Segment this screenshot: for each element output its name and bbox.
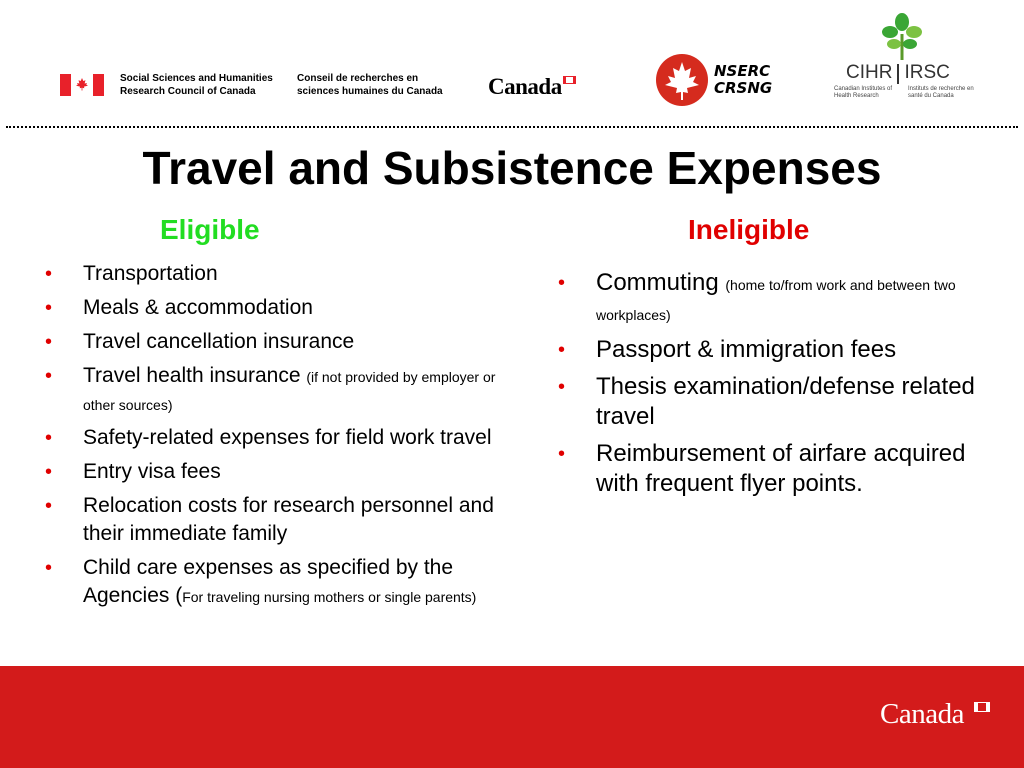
nserc-logo: [656, 54, 772, 106]
eligible-item-text: Transportation: [83, 262, 218, 285]
eligible-item-text: Travel health insurance: [83, 364, 307, 387]
footer-band: [0, 666, 1024, 768]
bullet-icon: •: [45, 297, 53, 319]
bullet-icon: •: [45, 461, 53, 483]
eligible-item: [45, 424, 515, 452]
ineligible-item: [558, 335, 978, 365]
ineligible-list: [558, 268, 978, 506]
bullet-icon: •: [45, 365, 53, 387]
bullet-icon: •: [558, 339, 566, 361]
eligible-item-text: Entry visa fees: [83, 460, 221, 483]
eligible-item-text: Child care expenses as specified by the Agencies (: [83, 556, 454, 607]
wordmark-flag-icon: [563, 76, 576, 84]
bullet-icon: •: [45, 495, 53, 517]
eligible-item-text: Safety-related expenses for field work travel: [83, 426, 492, 449]
canada-wordmark-header: [488, 74, 562, 100]
ineligible-item-text: Reimbursement of airfare acquired with frequent flyer points.: [596, 440, 966, 497]
eligible-item-text: Meals & accommodation: [83, 296, 313, 319]
bullet-icon: •: [558, 272, 566, 294]
canada-wordmark-text: Canada: [488, 74, 562, 99]
maple-leaf-icon: [656, 54, 708, 106]
ineligible-item-text: Thesis examination/defense related travel: [596, 373, 975, 430]
bullet-icon: •: [558, 443, 566, 465]
ineligible-item: [558, 439, 978, 499]
ineligible-item: [558, 372, 978, 432]
bullet-icon: •: [45, 331, 53, 353]
eligible-heading: Eligible: [160, 214, 260, 245]
eligible-item-text: Relocation costs for research personnel and their immediate family: [83, 494, 494, 545]
sshrc-en-line-2: Research Council of Canada: [120, 86, 256, 97]
sshrc-name-en: [120, 72, 285, 98]
footer-wordmark-text: Canada: [880, 698, 964, 730]
bullet-icon: •: [45, 557, 53, 579]
canada-wordmark-footer: [880, 698, 964, 731]
eligible-item: [45, 328, 515, 356]
eligible-item-note: (if not provided by employer or other sources): [83, 369, 496, 413]
eligible-item: [45, 554, 515, 610]
irsc-text: IRSC: [904, 62, 950, 83]
sshrc-fr-line-2: sciences humaines du Canada: [297, 86, 443, 97]
ineligible-item-text: Passport & immigration fees: [596, 336, 897, 363]
cihr-subtitle: Canadian Institutes of Health Research: [834, 86, 893, 99]
eligible-list: [45, 260, 515, 616]
eligible-item: [45, 492, 515, 548]
bullet-icon: •: [45, 427, 53, 449]
canada-flag-icon: [60, 74, 104, 96]
bullet-icon: •: [558, 376, 566, 398]
ineligible-item: [558, 268, 978, 328]
sshrc-logo: [60, 72, 467, 98]
eligible-item: [45, 260, 515, 288]
cihr-irsc-text: [846, 62, 950, 84]
eligible-item: [45, 362, 515, 418]
sshrc-name-fr: [297, 72, 467, 98]
crsng-line: CRSNG: [714, 79, 773, 97]
cihr-logo: [832, 12, 982, 104]
eligible-item: [45, 458, 515, 486]
ineligible-heading: Ineligible: [688, 214, 810, 245]
bullet-icon: •: [45, 263, 53, 285]
sshrc-fr-line-1: Conseil de recherches en: [297, 73, 419, 84]
logo-bar: [0, 0, 1024, 120]
ineligible-item-note: (home to/from work and between two workplaces): [596, 277, 956, 323]
ineligible-item-text: Commuting: [596, 269, 726, 296]
slide-title: Travel and Subsistence Expenses: [142, 142, 882, 194]
nserc-text: [714, 63, 772, 97]
cihr-text: CIHR: [846, 62, 893, 83]
eligible-item-text: Travel cancellation insurance: [83, 330, 355, 353]
irsc-subtitle: Instituts de recherche en santé du Canada: [908, 86, 974, 99]
nserc-line: NSERC: [714, 62, 771, 80]
dotted-divider: [6, 126, 1018, 128]
eligible-item-note: For traveling nursing mothers or single parents): [182, 589, 477, 605]
footer-flag-icon: [974, 702, 990, 712]
sshrc-en-line-1: Social Sciences and Humanities: [120, 73, 273, 84]
tree-icon: [878, 12, 926, 62]
eligible-item: [45, 294, 515, 322]
